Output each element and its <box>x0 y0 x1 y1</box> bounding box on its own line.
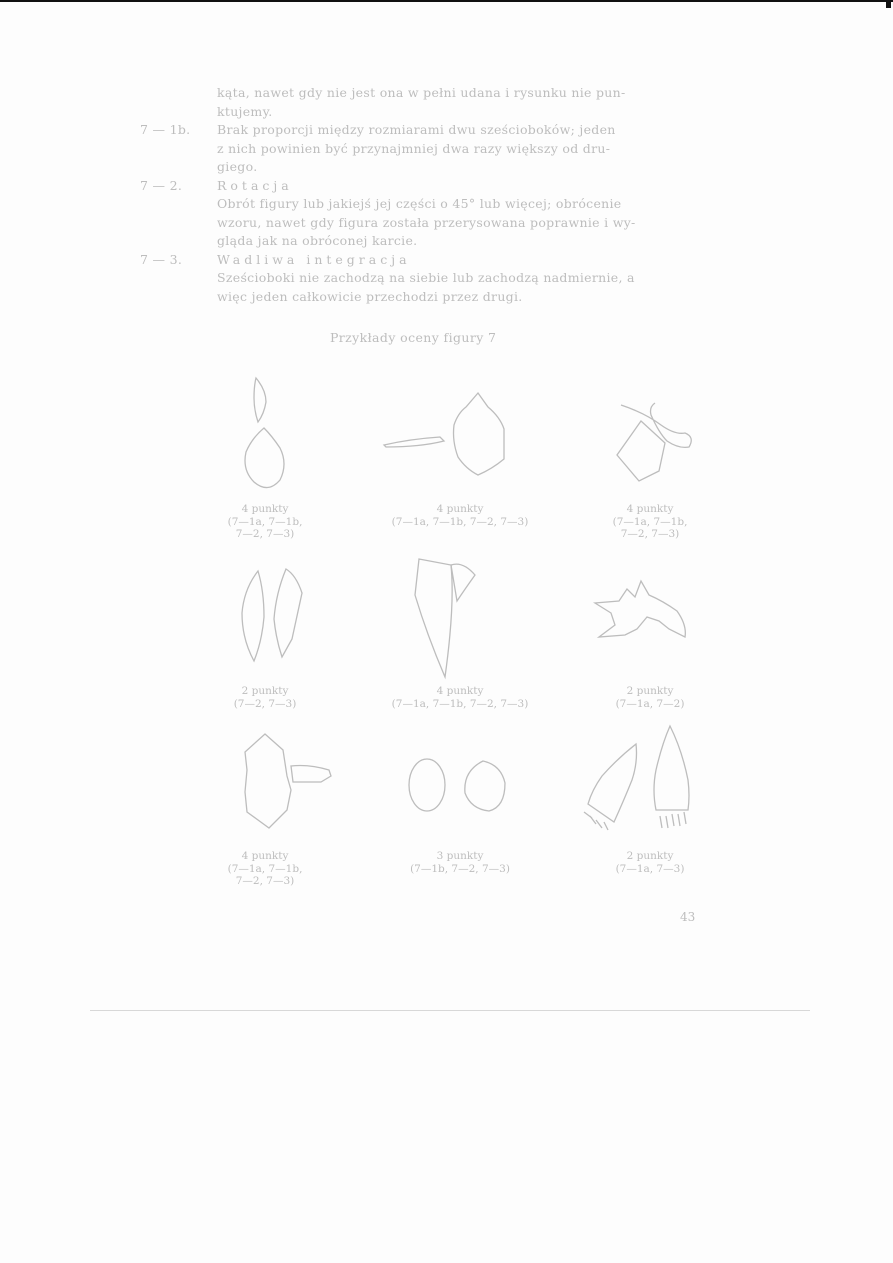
text-line: giego. <box>217 159 258 174</box>
caption-criteria: 7—2, 7—3) <box>235 528 295 540</box>
caption-points: 4 punkty <box>436 503 484 515</box>
figure-drawing-8 <box>405 755 515 824</box>
caption-criteria: (7—1a, 7—1b, <box>612 515 688 528</box>
examples-title: Przykłady oceny figury 7 <box>330 330 497 345</box>
caption-criteria: (7—1b, 7—2, 7—3) <box>410 862 510 875</box>
caption-3 <box>600 503 700 541</box>
caption-criteria: (7—1a, 7—2) <box>615 697 685 710</box>
caption-points: 4 punkty <box>626 503 674 515</box>
criterion-heading: Rotacja <box>217 177 293 193</box>
criterion-label: 7 — 2. <box>140 177 183 193</box>
page-number: 43 <box>680 910 696 924</box>
figure-drawing-2 <box>380 385 520 499</box>
caption-criteria: 7—2, 7—3) <box>235 875 295 887</box>
caption-1 <box>215 503 315 541</box>
body-text <box>140 84 710 306</box>
text-line: kąta, nawet gdy nie jest ona w pełni udana i rysunku nie pun- <box>217 85 626 100</box>
caption-7 <box>215 850 315 888</box>
caption-points: 4 punkty <box>241 850 289 862</box>
text-line: wzoru, nawet gdy figura została przerysowana poprawnie i wy- <box>217 214 636 230</box>
criterion-7-2 <box>140 177 710 196</box>
page-edge-line <box>90 1010 810 1011</box>
caption-criteria: (7—2, 7—3) <box>233 697 297 710</box>
caption-criteria: (7—1a, 7—1b, <box>227 515 303 528</box>
caption-2 <box>360 503 560 528</box>
figure-drawing-1 <box>230 370 310 504</box>
criterion-heading: Wadliwa integracja <box>217 251 411 267</box>
caption-points: 4 punkty <box>436 685 484 697</box>
criterion-7-3 <box>140 251 710 270</box>
caption-criteria: (7—1a, 7—1b, 7—2, 7—3) <box>391 697 529 710</box>
caption-points: 2 punkty <box>241 685 289 697</box>
criterion-7-1b <box>140 121 710 140</box>
caption-points: 2 punkty <box>626 685 674 697</box>
text-line: ktujemy. <box>217 103 273 119</box>
figure-drawing-4 <box>230 565 320 674</box>
top-rule <box>0 0 893 2</box>
caption-6 <box>600 685 700 710</box>
text-line: z nich powinien być przynajmniej dwa razy większy od dru- <box>217 140 611 156</box>
caption-9 <box>600 850 700 875</box>
figure-drawing-7 <box>235 730 345 839</box>
caption-criteria: (7—1a, 7—1b, <box>227 862 303 875</box>
caption-points: 4 punkty <box>241 503 289 515</box>
figure-drawing-6 <box>585 575 695 654</box>
caption-points: 2 punkty <box>626 850 674 862</box>
caption-criteria: (7—1a, 7—3) <box>615 862 685 875</box>
figure-drawing-3 <box>605 395 705 499</box>
caption-points: 3 punkty <box>436 850 484 862</box>
caption-criteria: (7—1a, 7—1b, 7—2, 7—3) <box>391 515 529 528</box>
caption-8 <box>360 850 560 875</box>
figure-drawing-5 <box>405 555 495 689</box>
text-line: gląda jak na obróconej karcie. <box>217 233 418 248</box>
text-line: Obrót figury lub jakiejś jej części o 45° lub więcej; obrócenie <box>217 196 622 211</box>
caption-criteria: 7—2, 7—3) <box>620 528 680 540</box>
text-line: Brak proporcji między rozmiarami dwu sześcioboków; jeden <box>217 122 616 137</box>
criterion-label: 7 — 3. <box>140 251 183 267</box>
text-line: więc jeden całkowicie przechodzi przez drugi. <box>217 288 523 304</box>
corner-mark <box>886 0 891 8</box>
caption-4 <box>215 685 315 710</box>
figure-drawing-9 <box>578 720 703 839</box>
text-line: Sześcioboki nie zachodzą na siebie lub zachodzą nadmiernie, a <box>217 270 635 285</box>
criterion-label: 7 — 1b. <box>140 122 191 137</box>
caption-5 <box>360 685 560 710</box>
